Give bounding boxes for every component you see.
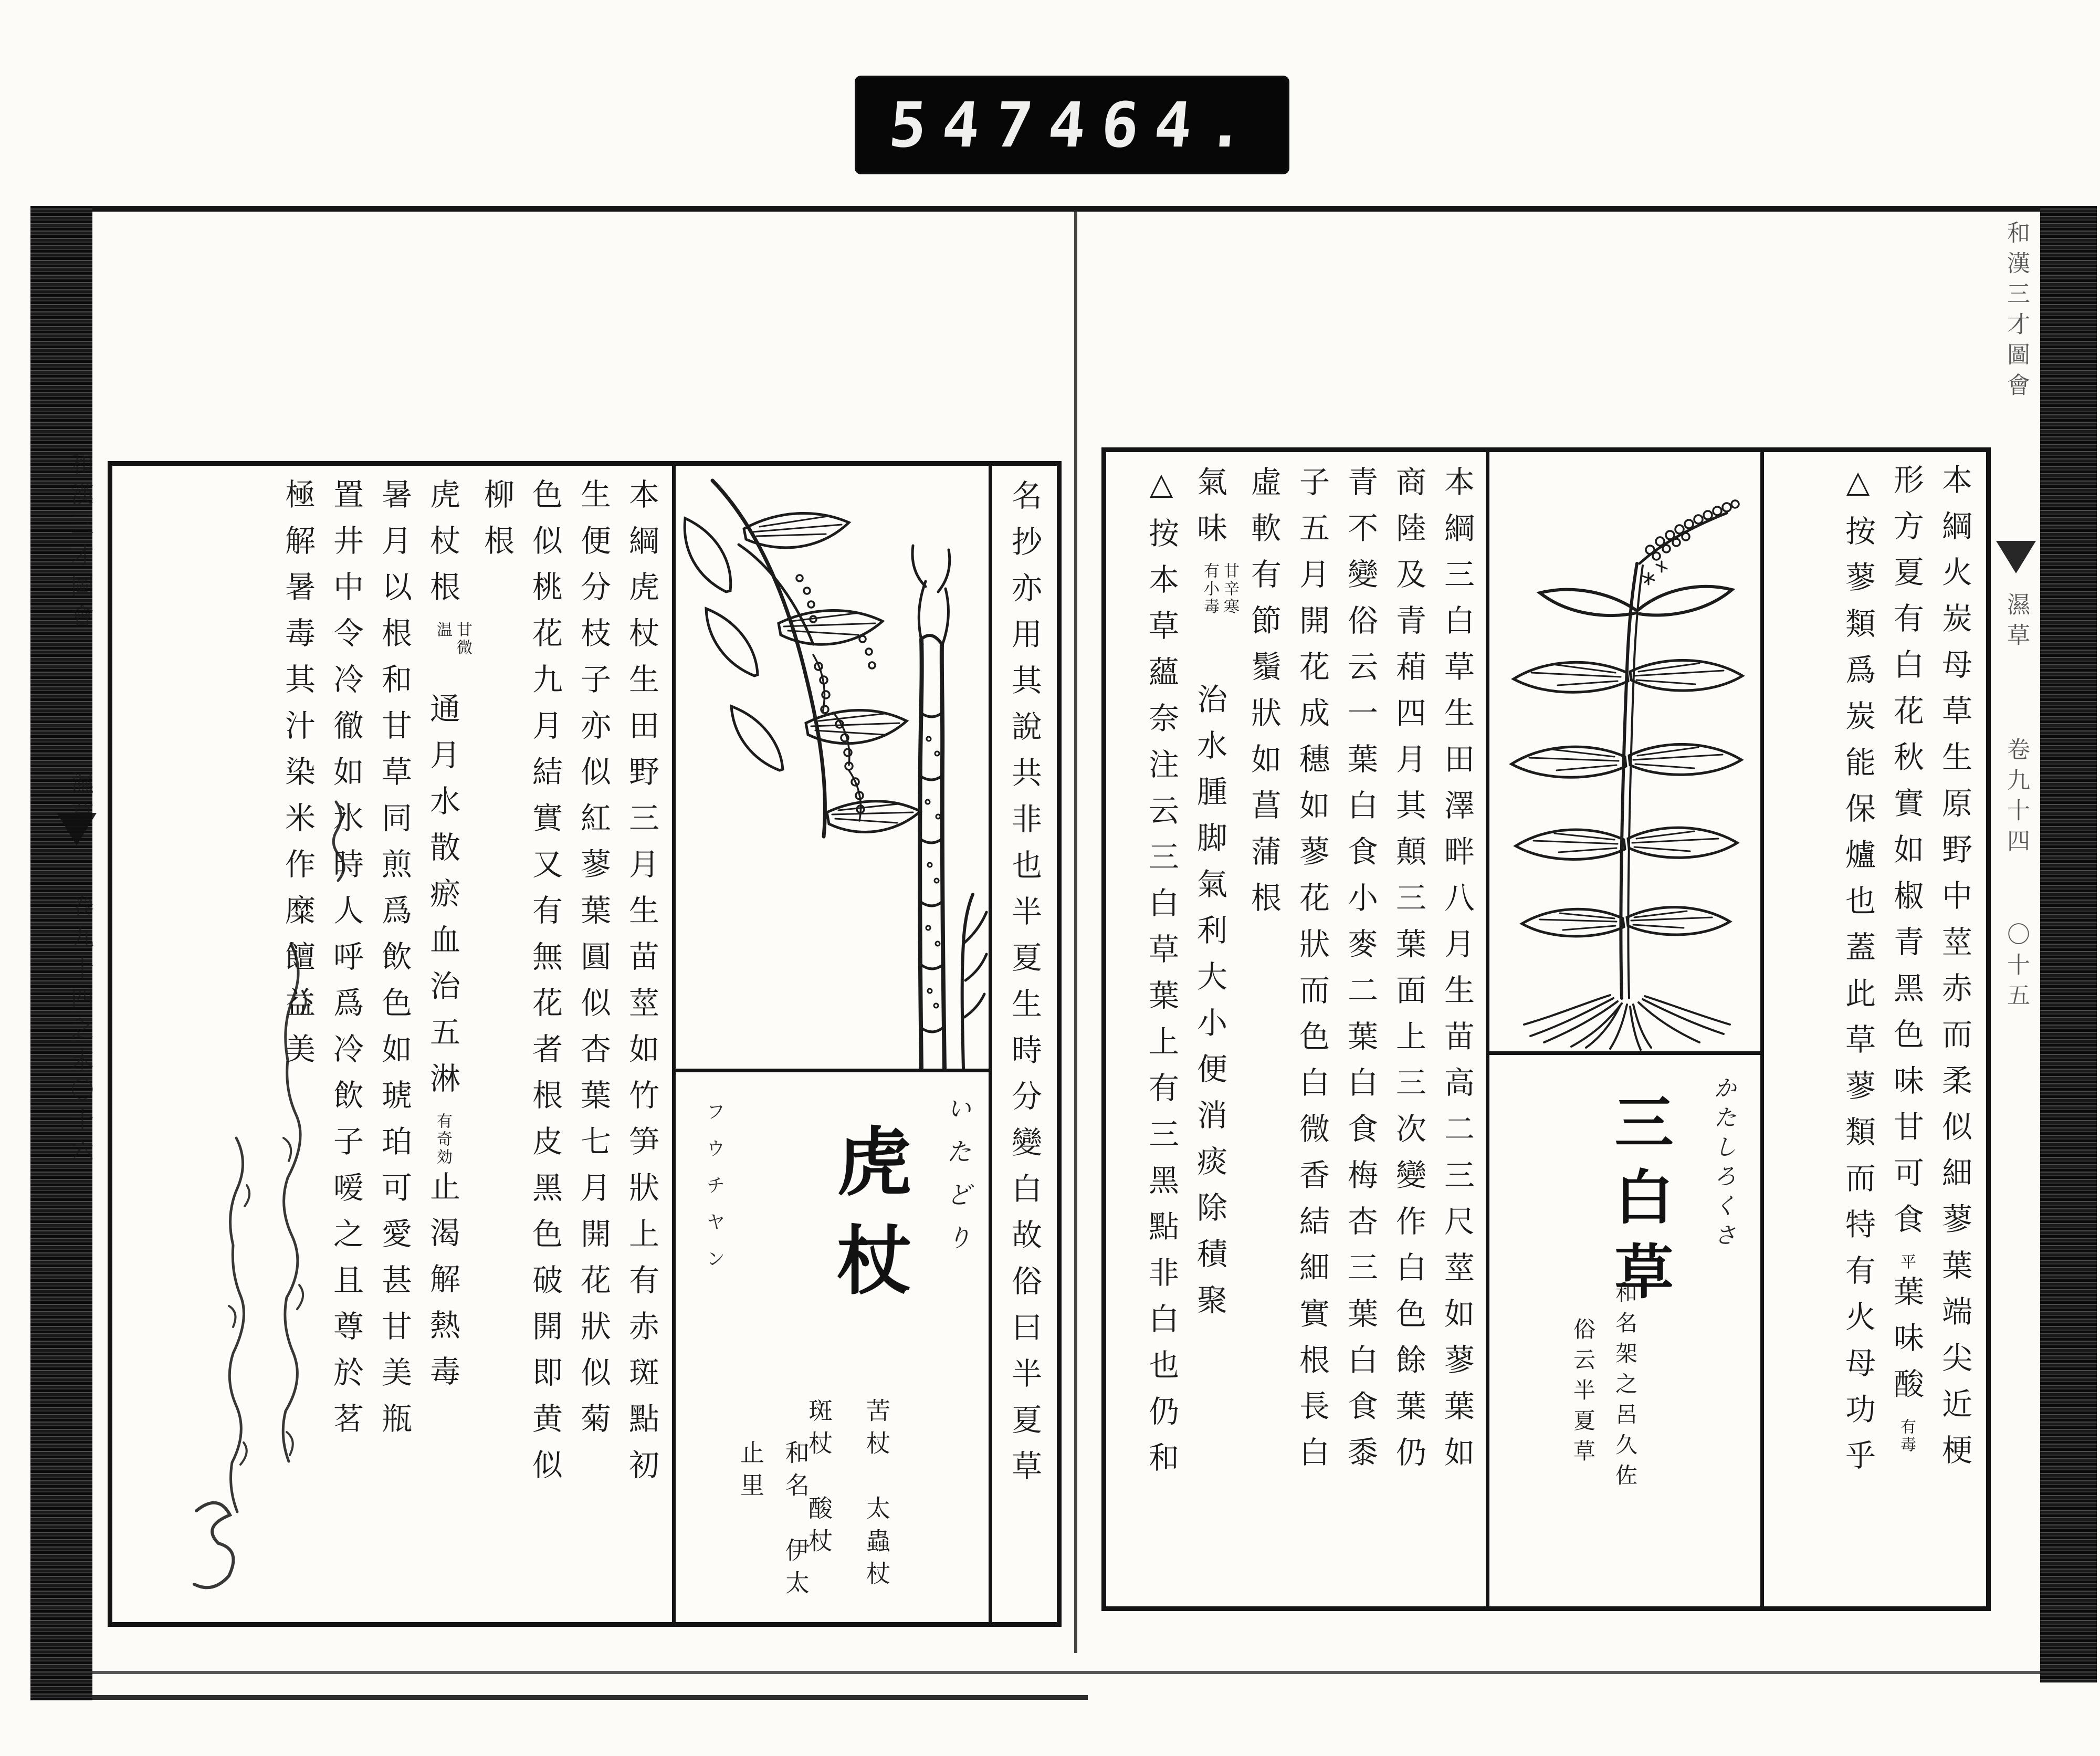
cursive-marginalia (133, 770, 359, 1611)
text-column: 本綱火炭母草生原野中莖赤而柔似細蓼葉端尖近梗 (1937, 464, 1972, 1480)
small-annotation: 有毒 (1897, 1418, 1916, 1454)
box-divider-line (1489, 1051, 1760, 1055)
text-column: 本綱虎杖生田野三月生苗莖如竹笋狀上有赤斑點初 (624, 478, 659, 1495)
text-column: 青不變俗云一葉白食小麥二葉白食梅杏三葉白食黍 (1342, 466, 1378, 1482)
text-column (1185, 466, 1240, 1584)
text-segment: 形方夏有白花秋實如椒青黑色味甘可食 (1888, 464, 1924, 1249)
itadori-kana-reading: いたどり (942, 1095, 971, 1268)
text-segment: 止渴解熱毒 (425, 1170, 460, 1402)
book-gutter (1074, 210, 1077, 1653)
box-divider-line (676, 1069, 989, 1072)
small-annotation: 平 (1897, 1253, 1916, 1271)
fishtail-mark-left (57, 813, 97, 845)
text-column: △按蓼類爲炭能保爐也蓋此草蓼類而特有火母功乎 (1840, 464, 1876, 1486)
text-segment: 通月水散瘀血治五淋 (425, 693, 460, 1109)
text-segment: 治水腫脚氣利大小便消痰除積聚 (1192, 683, 1227, 1330)
text-column: 本綱三白草生田澤畔八月生苗高二三尺莖如蓼葉如 (1439, 466, 1475, 1482)
sanpakusa-entry-box (1486, 452, 1764, 1606)
hashira-folio: 〇十五 (2003, 922, 2030, 1013)
text-segment: 氣味 (1192, 466, 1227, 558)
hashira-section: 濕草 (67, 771, 93, 832)
text-segment: 葉味酸 (1888, 1276, 1924, 1414)
sanpakusa-wamyo: 和名架之呂久佐 (1612, 1281, 1638, 1494)
text-column: 虛軟有節鬚狀如菖蒲根 (1246, 466, 1282, 928)
prev-entry-text-columns (1834, 464, 1979, 1582)
text-column: 生便分枝子亦似紅蓼葉圓似杏葉七月開花狀似菊 (575, 478, 611, 1449)
sanpakusa-zoku-name: 俗云半夏草 (1570, 1318, 1596, 1470)
small-annotation: 有奇効 (434, 1113, 452, 1166)
text-column: 名抄亦用其說共非也半夏生時分變白故俗曰半夏草 (1006, 479, 1042, 1496)
page-bottom-edge (74, 1671, 2077, 1674)
hashira-book-title: 和漢三才圖會 (2003, 221, 2030, 403)
sanpakusa-body-columns (1114, 466, 1481, 1584)
text-column: 置井中令冷徹如氷時人呼爲冷飲子嗳之且尊於茗 (328, 478, 364, 1449)
text-column: 柳根 (479, 478, 514, 571)
hashira-volume: 卷九十四之末 (67, 895, 93, 1078)
text-column: 色似桃花九月結實又有無花者根皮黑色破開即黄似 (527, 478, 563, 1495)
hashira-book-title: 和漢三才圖會 (67, 452, 93, 634)
page-top-edge (64, 206, 2077, 212)
hashira-volume: 卷九十四 (2003, 737, 2030, 859)
sanpakusa-plant-illustration (1489, 452, 1760, 1051)
hashira-folio: 〇十六 (67, 1078, 93, 1169)
itadori-entry-box (672, 466, 992, 1622)
left-page (108, 461, 1062, 1627)
small-annotation: 甘辛寒 有小毒 (1201, 562, 1239, 616)
itadori-chinese-reading: フウチヤン (704, 1102, 725, 1285)
text-column: 極解暑毒其汁染米作糜饘益美 (280, 478, 316, 1079)
itadori-wamyo: 和名 伊太止里 (737, 1440, 810, 1603)
fishtail-mark-right (1996, 541, 2036, 573)
left-page-hashira (59, 452, 101, 1607)
sanpakusa-kana-reading: かたしろくさ (1709, 1076, 1736, 1252)
text-segment: 虎杖根 (425, 478, 460, 617)
text-column: 商陸及青葙四月其顛三葉面上三次變作白色餘葉仍 (1391, 466, 1426, 1482)
sanpakusa-title-block (1489, 1055, 1760, 1606)
itadori-plant-illustration (676, 466, 989, 1069)
itadori-title-block (676, 1072, 989, 1622)
carryover-text-column (1000, 479, 1048, 1603)
hashira-section: 濕草 (2003, 592, 2030, 653)
right-fore-edge-band (2040, 206, 2097, 1682)
counter-right-number: 464. (1045, 89, 1264, 161)
text-column: 子五月開花成穗如蓼花狀而色白微香結細實根長白 (1294, 466, 1330, 1482)
right-page-hashira (1995, 221, 2037, 1544)
itadori-synonyms-2: 斑杖 酸杖 (805, 1398, 833, 1561)
text-column: △按本草蘊奈注云三白草葉上有三黑點非白也仍和 (1143, 466, 1179, 1488)
text-column: 暑月以根和甘草同煎爲飲色如琥珀可愛甚甘美瓶 (376, 478, 412, 1449)
text-column (1882, 464, 1930, 1582)
itadori-synonyms-1: 苦杖 太蟲杖 (863, 1398, 891, 1593)
sanpakusa-title: 三白草 (1605, 1092, 1674, 1315)
right-page (1101, 447, 1991, 1611)
itadori-title: 虎杖 (824, 1123, 911, 1320)
counter-left-number: 547 (886, 89, 1052, 161)
page-bottom-edge-left (48, 1695, 1088, 1700)
film-frame-counter (857, 78, 1287, 172)
text-column (418, 478, 472, 1602)
small-annotation: 甘微 温 (434, 621, 472, 657)
